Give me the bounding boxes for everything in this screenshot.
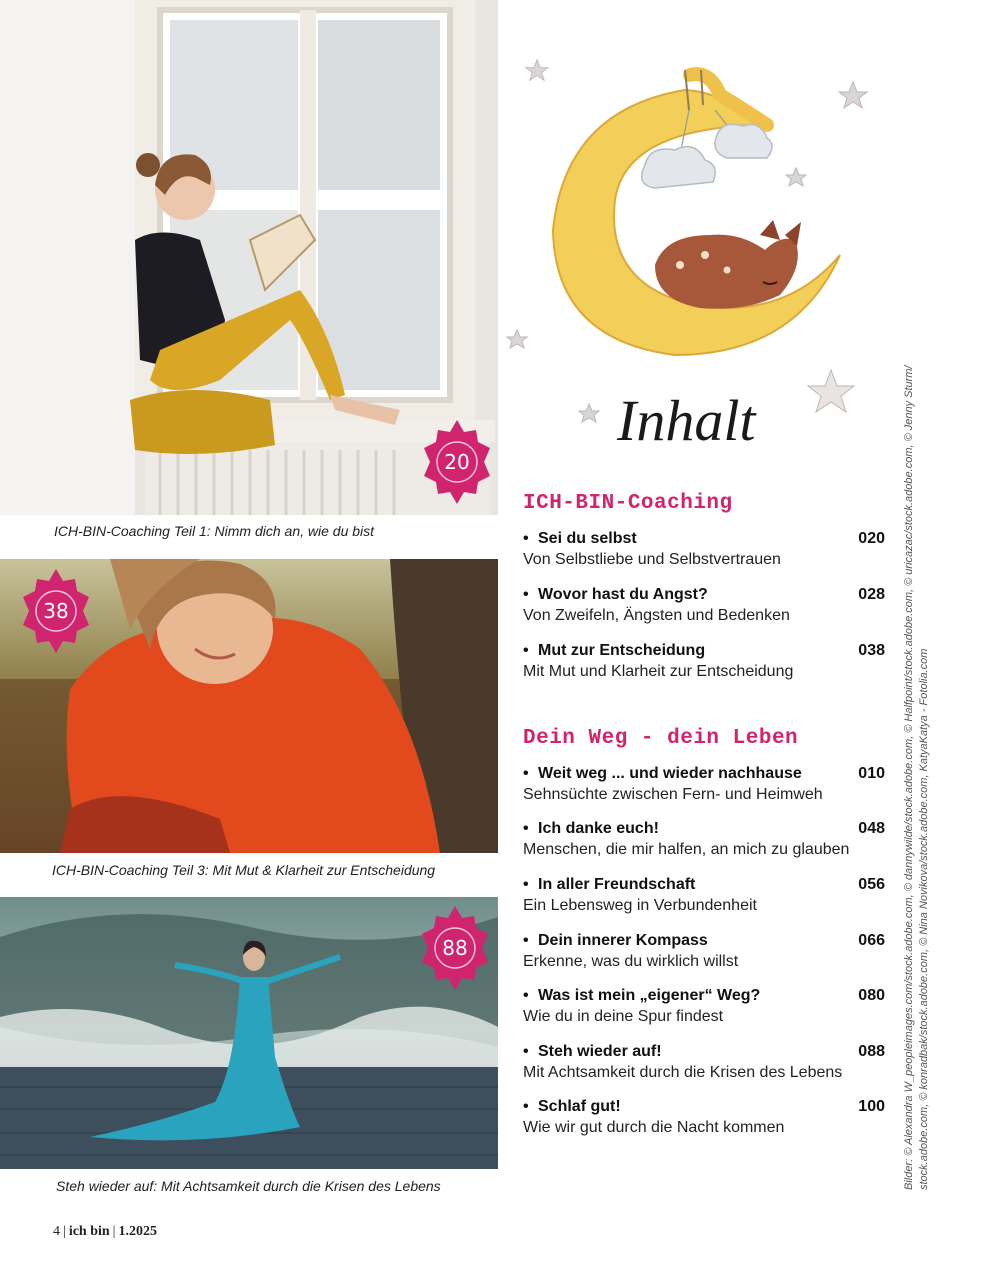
section-title-dein-weg: Dein Weg - dein Leben xyxy=(523,727,799,750)
toc-entry-title: • Ich danke euch! xyxy=(523,820,659,838)
toc-entry[interactable] xyxy=(523,765,885,804)
toc-entry[interactable] xyxy=(523,987,885,1026)
page-badge-88[interactable] xyxy=(422,906,488,990)
toc-entry-subtitle: Wie du in deine Spur findest xyxy=(523,1008,724,1025)
toc-entry-subtitle: Mit Mut und Klarheit zur Entscheidung xyxy=(523,663,794,680)
image-credits xyxy=(902,260,932,1190)
toc-entry[interactable] xyxy=(523,876,885,915)
toc-entry[interactable] xyxy=(523,1043,885,1082)
toc-entry-page: 028 xyxy=(858,586,885,603)
page-badge-20[interactable] xyxy=(424,420,490,504)
toc-entry[interactable] xyxy=(523,586,885,625)
toc-entry-title: • In aller Freundschaft xyxy=(523,876,695,894)
toc-entry-title: • Weit weg ... und wieder nachhause xyxy=(523,765,802,783)
badge-number: 38 xyxy=(43,599,69,623)
credits-line-1: Bilder: © Alexandra W_peopleimages.com/stock.adobe.com, © dannywilde/stock.adobe.com, © Halfpoint/stock.adobe.com, © uricazac/stock.adobe.com, © Jenny Sturm/ xyxy=(903,365,915,1190)
toc-entry-title: • Wovor hast du Angst? xyxy=(523,586,708,604)
toc-entry[interactable] xyxy=(523,642,885,681)
toc-entry-title: • Schlaf gut! xyxy=(523,1098,621,1116)
toc-entry-title: • Steh wieder auf! xyxy=(523,1043,662,1061)
photo-caption-2: ICH-BIN-Coaching Teil 3: Mit Mut & Klarheit zur Entscheidung xyxy=(52,862,436,878)
page-footer: 4 | ich bin | 1.2025 xyxy=(53,1224,157,1239)
toc-entry-page: 010 xyxy=(858,765,885,782)
toc-entry[interactable] xyxy=(523,932,885,971)
section-title-coaching: ICH-BIN-Coaching xyxy=(523,492,733,515)
badge-number: 88 xyxy=(442,936,468,960)
badge-number: 20 xyxy=(444,450,470,474)
toc-entry-subtitle: Sehnsüchte zwischen Fern- und Heimweh xyxy=(523,786,823,803)
toc-entry-page: 066 xyxy=(858,932,885,949)
toc-entry-subtitle: Von Zweifeln, Ängsten und Bedenken xyxy=(523,607,790,624)
toc-entry[interactable] xyxy=(523,530,885,569)
credits-line-2: stock.adobe.com, © konradbak/stock.adobe.com, © Nina Novikova/stock.adobe.com, KatyaKatya - Fotolia.com xyxy=(918,648,930,1190)
toc-entry-page: 048 xyxy=(858,820,885,837)
page-badge-38[interactable] xyxy=(23,569,89,653)
toc-entry-page: 056 xyxy=(858,876,885,893)
toc-entry-page: 020 xyxy=(858,530,885,547)
inhalt-heading-text: Inhalt xyxy=(617,388,756,453)
photo-caption-1: ICH-BIN-Coaching Teil 1: Nimm dich an, wie du bist xyxy=(54,523,375,539)
footer-page-number: 4 xyxy=(53,1224,60,1239)
toc-entry-page: 088 xyxy=(858,1043,885,1060)
toc-entry-title: • Was ist mein „eigener“ Weg? xyxy=(523,987,760,1005)
toc-entry-subtitle: Wie wir gut durch die Nacht kommen xyxy=(523,1119,785,1136)
toc-entry-page: 038 xyxy=(858,642,885,659)
toc-entry-subtitle: Erkenne, was du wirklich willst xyxy=(523,953,739,970)
toc-entry[interactable] xyxy=(523,1098,885,1137)
toc-entry-title: • Dein innerer Kompass xyxy=(523,932,708,950)
footer-issue: 1.2025 xyxy=(118,1224,157,1239)
toc-entry-subtitle: Von Selbstliebe und Selbstvertrauen xyxy=(523,551,781,568)
toc-entry-subtitle: Menschen, die mir halfen, an mich zu glauben xyxy=(523,841,850,858)
toc-entry-subtitle: Mit Achtsamkeit durch die Krisen des Lebens xyxy=(523,1064,843,1081)
inhalt-heading xyxy=(612,380,802,460)
toc-entry[interactable] xyxy=(523,820,885,859)
toc-entry-title: • Mut zur Entscheidung xyxy=(523,642,705,660)
toc-entry-page: 080 xyxy=(858,987,885,1004)
photo-caption-3: Steh wieder auf: Mit Achtsamkeit durch die Krisen des Lebens xyxy=(56,1178,441,1194)
toc-entry-subtitle: Ein Lebensweg in Verbundenheit xyxy=(523,897,757,914)
toc-entry-title: • Sei du selbst xyxy=(523,530,637,548)
footer-magazine-name: ich bin xyxy=(68,1224,110,1239)
toc-entry-page: 100 xyxy=(858,1098,885,1115)
